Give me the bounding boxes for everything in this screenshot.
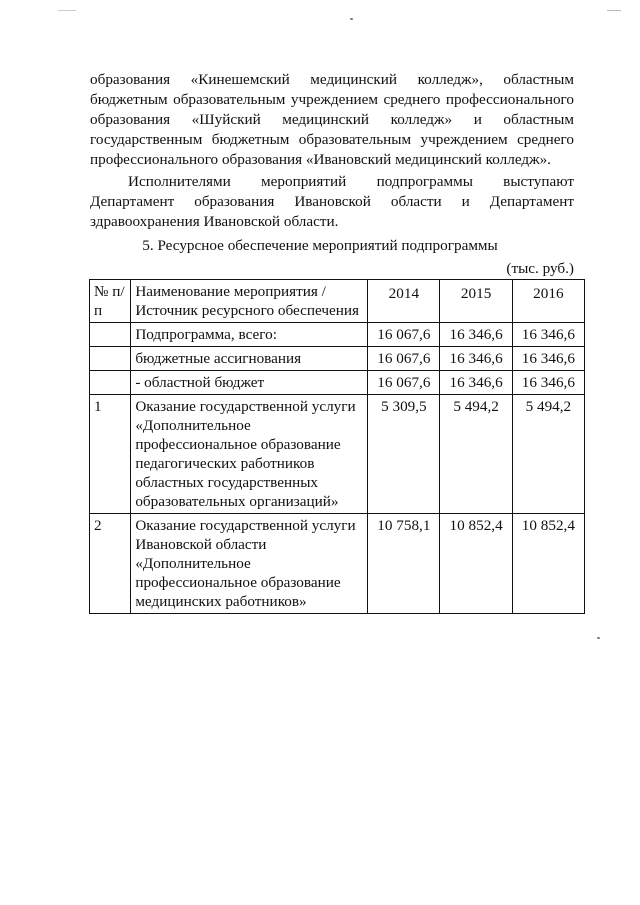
scan-speck bbox=[58, 10, 76, 11]
scan-speck bbox=[350, 18, 353, 20]
table-header-row bbox=[90, 280, 585, 323]
cell-num: 2 bbox=[90, 514, 131, 614]
units-label: (тыс. руб.) bbox=[506, 260, 574, 277]
header-2014: 2014 bbox=[368, 280, 440, 323]
cell-2014: 5 309,5 bbox=[368, 395, 440, 514]
cell-2016: 10 852,4 bbox=[512, 514, 584, 614]
cell-name: Оказание государственной услуги Ивановской области «Дополнительное профессиональное образование медицинских работников» bbox=[131, 514, 368, 614]
text-line: здравоохранения Ивановской области. bbox=[90, 213, 339, 230]
cell-2016: 16 346,6 bbox=[512, 347, 584, 371]
cell-name: Подпрограмма, всего: bbox=[131, 323, 368, 347]
cell-2014: 10 758,1 bbox=[368, 514, 440, 614]
table-row bbox=[90, 323, 585, 347]
cell-2014: 16 067,6 bbox=[368, 347, 440, 371]
cell-name: Оказание государственной услуги «Дополнительное профессиональное образование педагогических работников областных государственных образовательных организаций» bbox=[131, 395, 368, 514]
header-name: Наименование мероприятия / Источник ресурсного обеспечения bbox=[131, 280, 368, 323]
table-row bbox=[90, 371, 585, 395]
table-row bbox=[90, 514, 585, 614]
cell-num: 1 bbox=[90, 395, 131, 514]
cell-name: - областной бюджет bbox=[131, 371, 368, 395]
cell-2015: 16 346,6 bbox=[440, 347, 512, 371]
text-line: Департамент образования Ивановской области и Департамент bbox=[90, 193, 574, 210]
table-row bbox=[90, 395, 585, 514]
cell-2015: 10 852,4 bbox=[440, 514, 512, 614]
cell-2016: 16 346,6 bbox=[512, 371, 584, 395]
text-line: образования «Шуйский медицинский колледж» и областным bbox=[90, 111, 574, 128]
text-line: образования «Кинешемский медицинский колледж», областным bbox=[90, 71, 574, 88]
cell-num bbox=[90, 371, 131, 395]
cell-2015: 5 494,2 bbox=[440, 395, 512, 514]
header-2015: 2015 bbox=[440, 280, 512, 323]
scan-speck bbox=[597, 637, 600, 639]
scan-speck bbox=[607, 10, 621, 11]
cell-num bbox=[90, 347, 131, 371]
header-2016: 2016 bbox=[512, 280, 584, 323]
header-num: № п/п bbox=[90, 280, 131, 323]
resource-table bbox=[89, 279, 585, 614]
text-line: бюджетным образовательным учреждением среднего профессионального bbox=[90, 91, 574, 108]
cell-2016: 16 346,6 bbox=[512, 323, 584, 347]
cell-num bbox=[90, 323, 131, 347]
section-heading: 5. Ресурсное обеспечение мероприятий подпрограммы bbox=[142, 237, 498, 254]
table-row bbox=[90, 347, 585, 371]
paragraph-executors-departments bbox=[90, 172, 574, 232]
text-line: Исполнителями мероприятий подпрограммы выступают bbox=[128, 173, 574, 190]
text-line: государственным бюджетным образовательным учреждением среднего bbox=[90, 131, 574, 148]
cell-2015: 16 346,6 bbox=[440, 323, 512, 347]
text-line: профессионального образования «Ивановский медицинский колледж». bbox=[90, 151, 551, 168]
cell-2014: 16 067,6 bbox=[368, 323, 440, 347]
cell-2015: 16 346,6 bbox=[440, 371, 512, 395]
cell-name: бюджетные ассигнования bbox=[131, 347, 368, 371]
paragraph-executors-colleges bbox=[90, 70, 574, 170]
cell-2014: 16 067,6 bbox=[368, 371, 440, 395]
cell-2016: 5 494,2 bbox=[512, 395, 584, 514]
